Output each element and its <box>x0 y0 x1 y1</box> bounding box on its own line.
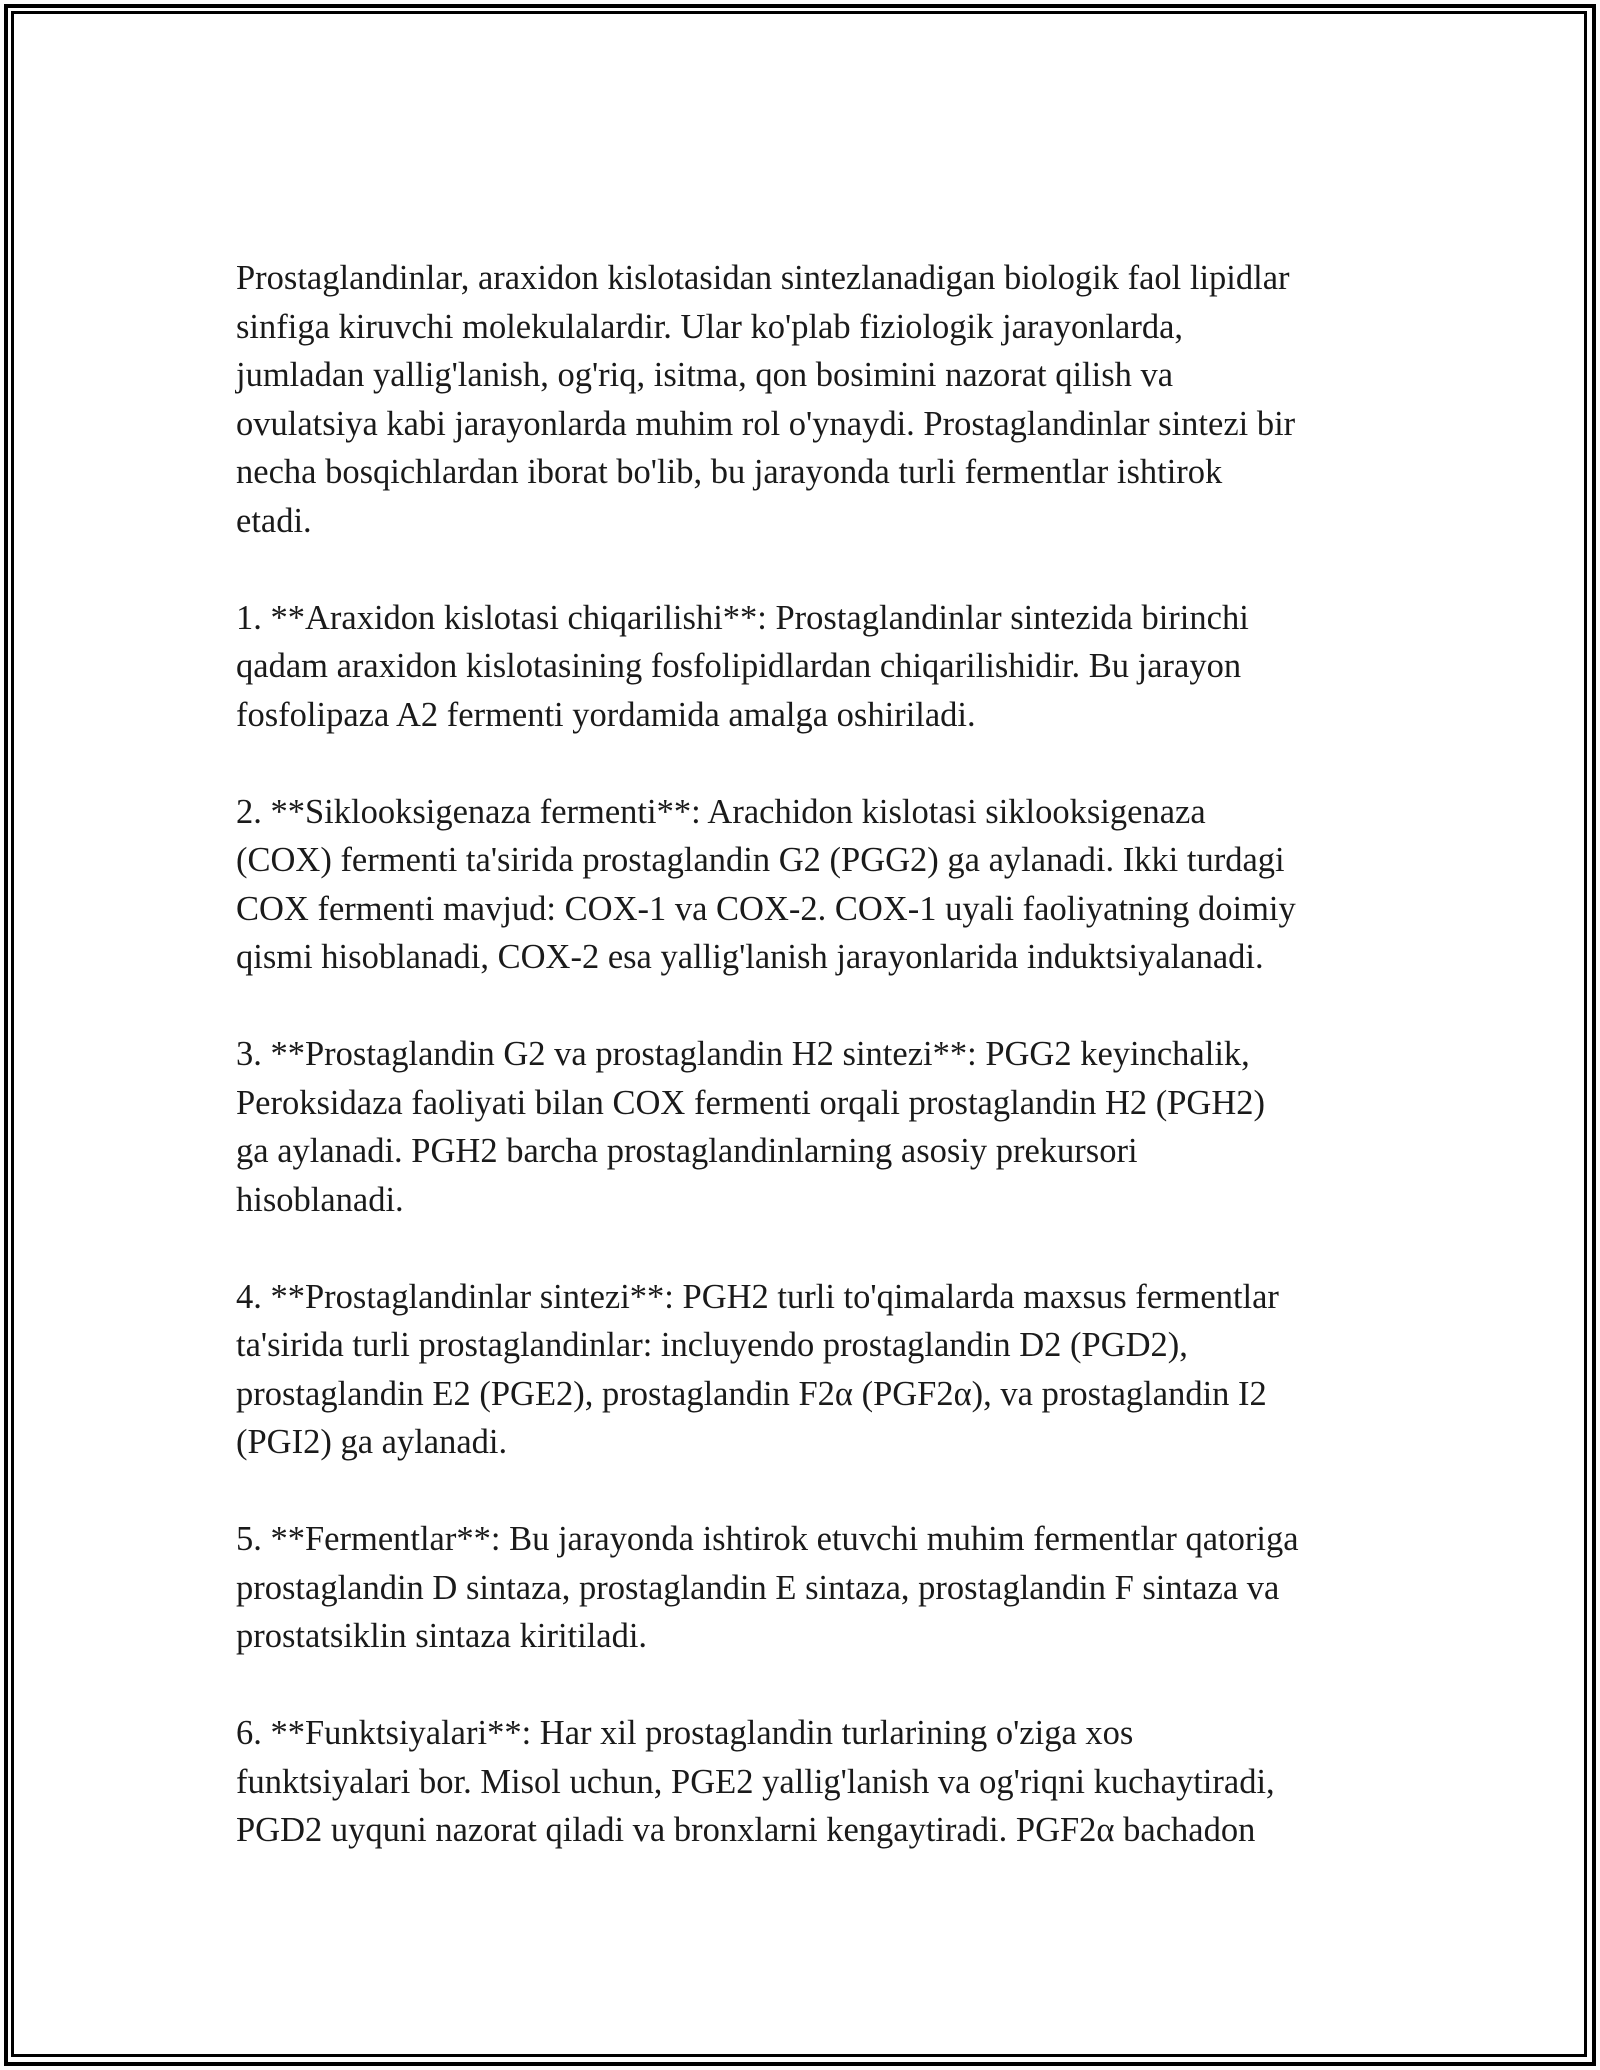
text-line: prostaglandin E2 (PGE2), prostaglandin F2α (PGF2α), va prostaglandin I2 <box>236 1374 1267 1413</box>
text-line: necha bosqichlardan iborat bo'lib, bu jarayonda turli fermentlar ishtirok <box>236 453 1223 491</box>
step-1-paragraph <box>236 594 1376 740</box>
step-4-paragraph <box>236 1273 1376 1467</box>
text-line: 4. **Prostaglandinlar sintezi**: PGH2 turli to'qimalarda maxsus fermentlar <box>236 1277 1279 1316</box>
text-line: 5. **Fermentlar**: Bu jarayonda ishtirok etuvchi muhim fermentlar qatoriga <box>236 1520 1299 1558</box>
text-line: prostatsiklin sintaza kiritiladi. <box>236 1617 648 1655</box>
text-line: prostaglandin D sintaza, prostaglandin E sintaza, prostaglandin F sintaza va <box>236 1568 1280 1607</box>
text-line: sinfiga kiruvchi molekulalardir. Ular ko'plab fiziologik jarayonlarda, <box>236 307 1184 346</box>
text-line: ta'sirida turli prostaglandinlar: incluyendo prostaglandin D2 (PGD2), <box>236 1326 1188 1364</box>
text-line: COX fermenti mavjud: COX-1 va COX-2. COX-1 uyali faoliyatning doimiy <box>236 889 1296 928</box>
text-line: ovulatsiya kabi jarayonlarda muhim rol o'ynaydi. Prostaglandinlar sintezi bir <box>236 404 1296 443</box>
text-line: 2. **Siklooksigenaza fermenti**: Arachidon kislotasi siklooksigenaza <box>236 792 1206 831</box>
step-2-paragraph <box>236 788 1376 982</box>
text-line: PGD2 uyquni nazorat qiladi va bronxlarni kengaytiradi. PGF2α bachadon <box>236 1811 1256 1849</box>
step-5-paragraph <box>236 1515 1376 1661</box>
text-line: Prostaglandinlar, araxidon kislotasidan sintezlanadigan biologik faol lipidlar <box>236 259 1290 297</box>
text-line: ga aylanadi. PGH2 barcha prostaglandinlarning asosiy prekursori <box>236 1132 1138 1170</box>
step-6-paragraph <box>236 1709 1376 1855</box>
text-line: Peroksidaza faoliyati bilan COX fermenti orqali prostaglandin H2 (PGH2) <box>236 1083 1266 1122</box>
text-line: jumladan yallig'lanish, og'riq, isitma, qon bosimini nazorat qilish va <box>236 356 1174 394</box>
text-line: 6. **Funktsiyalari**: Har xil prostaglandin turlarining o'ziga xos <box>236 1714 1134 1752</box>
text-line: (PGI2) ga aylanadi. <box>236 1423 508 1461</box>
text-line: 1. **Araxidon kislotasi chiqarilishi**: Prostaglandinlar sintezida birinchi <box>236 598 1249 637</box>
text-line: qismi hisoblanadi, COX-2 esa yallig'lanish jarayonlarida induktsiyalanadi. <box>236 938 1264 976</box>
text-line: qadam araxidon kislotasining fosfolipidlardan chiqarilishidir. Bu jarayon <box>236 647 1242 685</box>
document-body <box>236 254 1376 1903</box>
text-line: etadi. <box>236 501 312 540</box>
text-line: 3. **Prostaglandin G2 va prostaglandin H2 sintezi**: PGG2 keyinchalik, <box>236 1035 1250 1073</box>
text-line: hisoblanadi. <box>236 1180 404 1219</box>
text-line: fosfolipaza A2 fermenti yordamida amalga oshiriladi. <box>236 695 976 734</box>
text-line: (COX) fermenti ta'sirida prostaglandin G2 (PGG2) ga aylanadi. Ikki turdagi <box>236 841 1285 879</box>
text-line: funktsiyalari bor. Misol uchun, PGE2 yallig'lanish va og'riqni kuchaytiradi, <box>236 1762 1275 1801</box>
step-3-paragraph <box>236 1030 1376 1224</box>
intro-paragraph <box>236 254 1376 545</box>
